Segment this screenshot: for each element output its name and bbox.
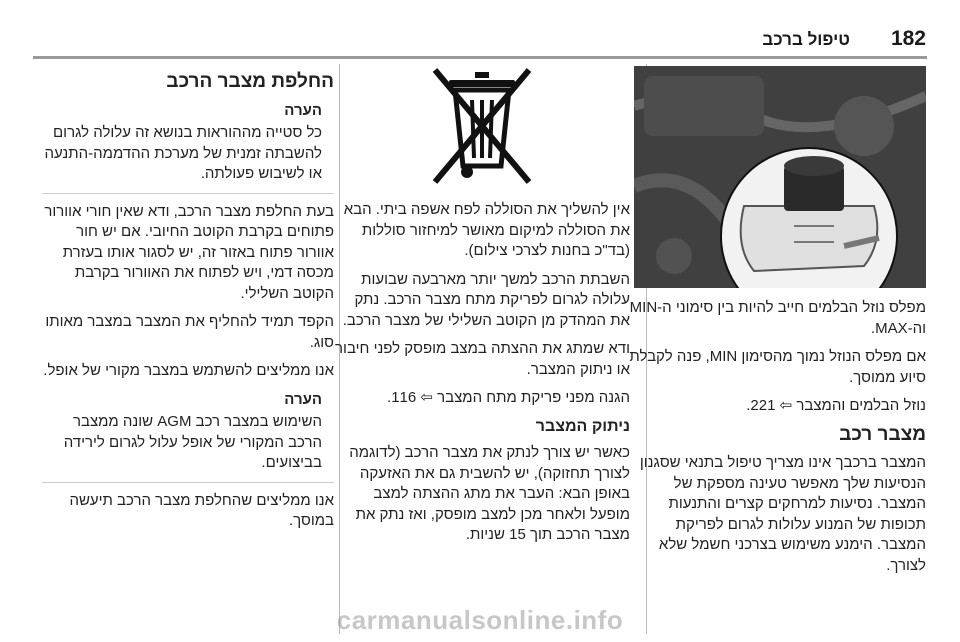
header-rule bbox=[33, 56, 927, 59]
crossed-out-bin-icon bbox=[427, 66, 537, 190]
cross-reference: הגנה מפני פריקת מתח המצבר ⇦ 116. bbox=[387, 389, 630, 406]
paragraph: ודא שמתג את ההצתה במצב מופסק לפני חיבור או ניתוק המצבר. bbox=[335, 340, 630, 378]
page-number: 182 bbox=[890, 27, 926, 50]
paragraph: כאשר יש צורך לנתק את מצבר הרכב (לדוגמה לצורך תחזוקה), יש להשבית גם את האזעקה באופן הבא: העבר את מתג ההצתה למצב מופעל ולאחר מכן למצב מופסק, ואז נתק את מצבר הרכב תוך 15 שניות. bbox=[349, 444, 630, 543]
paragraph: אנו ממליצים שהחלפת מצבר הרכב תיעשה במוסך. bbox=[69, 491, 334, 529]
note-label: הערה bbox=[284, 101, 322, 119]
cross-reference: נוזל הבלמים והמצבר ⇦ 221. bbox=[746, 397, 926, 414]
section-title-battery: מצבר רכב bbox=[839, 423, 926, 445]
paragraph: אנו ממליצים להשתמש במצבר מקורי של אופל. bbox=[43, 362, 334, 379]
paragraph: אם מפלס הנוזל נמוך מהסימון MIN, פנה לקבלת סיוע ממוסך. bbox=[629, 348, 926, 386]
section-title-replace: החלפת מצבר הרכב bbox=[166, 71, 334, 92]
watermark: carmanualsonline.info bbox=[336, 605, 624, 635]
note-text: כל סטייה מההוראות בנושא זה עלולה לגרום להשבתה זמנית של מערכת ההדממה-התנעה או לשיבוש פעולתה. bbox=[44, 124, 322, 182]
paragraph: הקפד תמיד להחליף את המצבר במצבר מאותו סוג. bbox=[45, 313, 334, 351]
note-text: השימוש במצבר רכב AGM שונה ממצבר הרכב המקורי של אופל עלול לגרום לירידה בביצועים. bbox=[63, 413, 322, 471]
column-right bbox=[628, 66, 926, 584]
subsection-title-disconnect: ניתוק המצבר bbox=[535, 417, 630, 435]
page-title: טיפול ברכב bbox=[762, 30, 850, 49]
note-block bbox=[42, 390, 334, 474]
paragraph: השבתת הרכב למשך יותר מארבעה שבועות עלולה לגרום לפריקת מתח מצבר הרכב. נתק את המהדק מן הקוטב השלילי של מצבר הרכב. bbox=[342, 270, 630, 329]
brake-fluid-reservoir-photo bbox=[634, 66, 926, 288]
paragraph: המצבר ברכבך אינו מצריך טיפול בתנאי שסגנון הנסיעות שלך מאפשר טעינה מספקת של המצבר. נסיעות למרחקים קצרים והתנעות תכופות של המנוע עלולות לגרום לפריקת המצבר. הימנע משימוש בצרכני חשמל שלא לצורך. bbox=[639, 454, 926, 574]
recycle-bin-icon bbox=[334, 66, 630, 192]
note-label: הערה bbox=[284, 390, 322, 408]
paragraph: אין להשליך את הסוללה לפח אשפה ביתי. הבא את הסוללה למיקום מאושר למיחזור סוללות (בד"כ בחנות לצרכי צילום). bbox=[343, 201, 630, 259]
divider bbox=[42, 482, 334, 483]
paragraph: מפלס נוזל הבלמים חייב להיות בין סימוני ה-MIN וה-MAX. bbox=[629, 299, 926, 337]
note-block bbox=[42, 101, 334, 185]
column-middle bbox=[334, 66, 630, 554]
page-header bbox=[0, 0, 960, 58]
divider bbox=[42, 193, 334, 194]
brake-fluid-reservoir-illustration bbox=[634, 66, 926, 288]
column-left bbox=[42, 66, 334, 540]
paragraph: בעת החלפת מצבר הרכב, ודא שאין חורי אוורור פתוחים בקרבת הקוטב החיובי. אם יש חור אוורור פתוח באזור זה, יש לסגור אותו בעזרת מכסה דמי, ויש לפתוח את האוורור בקרבת הקוטב השלילי. bbox=[44, 202, 334, 302]
